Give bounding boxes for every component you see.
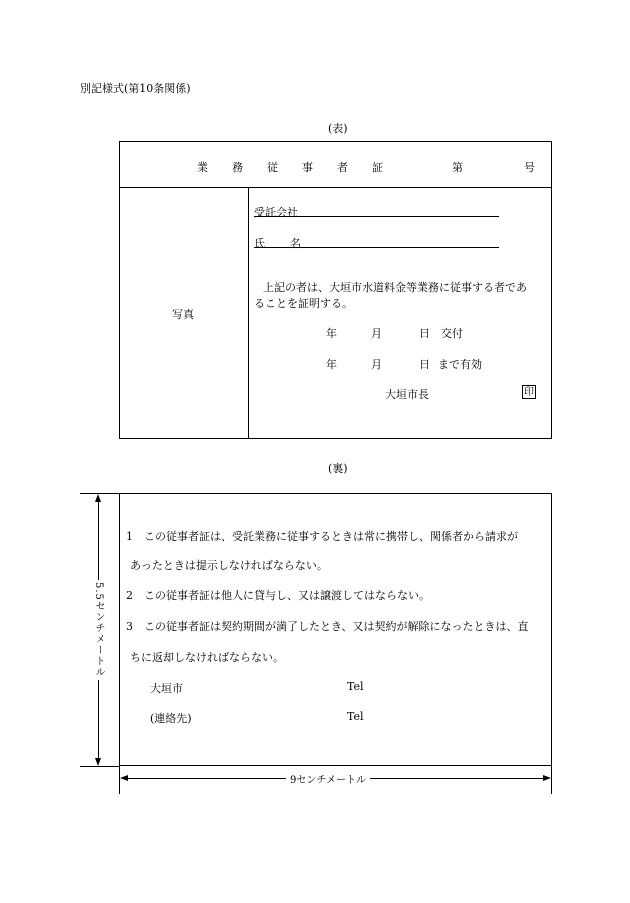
tel-label: Tel xyxy=(347,680,364,693)
title-divider xyxy=(119,187,552,188)
arrow-right-icon xyxy=(543,775,551,781)
back-label: (裏) xyxy=(328,462,348,475)
company-underline xyxy=(254,216,499,217)
back-item-3-cont: ちに返却しなければならない。 xyxy=(130,651,284,664)
valid-month: 月 xyxy=(371,358,382,371)
city-label: 大垣市 xyxy=(150,682,183,695)
title-char: 務 xyxy=(232,161,243,174)
valid-suffix: まで有効 xyxy=(438,358,482,371)
number-suffix: 号 xyxy=(524,161,535,174)
issue-suffix: 交付 xyxy=(441,327,463,340)
width-dimension-label: 9センチメートル xyxy=(286,771,370,786)
dim-tick-right xyxy=(551,766,552,794)
certify-text: ることを証明する。 xyxy=(254,297,353,310)
arrow-up-icon xyxy=(95,494,101,502)
certify-text: 上記の者は、大垣市水道料金等業務に従事する者であ xyxy=(263,281,527,294)
photo-divider xyxy=(248,187,249,439)
title-char: 従 xyxy=(267,161,278,174)
issue-year: 年 xyxy=(326,327,337,340)
company-label: 受託会社 xyxy=(254,206,298,219)
back-item-2: 2 この従事者証は他人に貸与し、又は譲渡してはならない。 xyxy=(126,589,430,602)
front-label: (表) xyxy=(328,122,348,135)
name-label: 氏 xyxy=(254,237,265,250)
back-item-3: 3 この従事者証は契約期間が満了したとき、又は契約が解除になったときは、直 xyxy=(126,620,529,633)
photo-label: 写真 xyxy=(172,308,194,321)
dim-tick-bottom xyxy=(80,766,120,767)
arrow-down-icon xyxy=(95,758,101,766)
arrow-left-icon xyxy=(120,775,128,781)
valid-year: 年 xyxy=(326,358,337,371)
issue-month: 月 xyxy=(371,327,382,340)
back-item-1-cont: あったときは提示しなければならない。 xyxy=(130,559,328,572)
number-prefix: 第 xyxy=(452,161,463,174)
name-label: 名 xyxy=(290,237,301,250)
name-underline xyxy=(254,247,499,248)
issuer: 大垣市長 xyxy=(385,388,429,401)
title-char: 者 xyxy=(337,161,348,174)
contact-label: (連絡先) xyxy=(150,712,192,725)
height-dimension-label: 5.5センチメートル xyxy=(93,582,104,678)
issue-day: 日 xyxy=(419,327,430,340)
back-item-1: 1 この従事者証は、受託業務に従事するときは常に携帯し、関係者から請求が xyxy=(126,530,518,543)
seal-mark: 印 xyxy=(524,387,534,398)
title-char: 業 xyxy=(197,161,208,174)
form-heading: 別記様式(第10条関係) xyxy=(80,82,191,95)
title-char: 証 xyxy=(372,161,383,174)
title-char: 事 xyxy=(302,161,313,174)
valid-day: 日 xyxy=(419,358,430,371)
tel-label: Tel xyxy=(347,710,364,723)
